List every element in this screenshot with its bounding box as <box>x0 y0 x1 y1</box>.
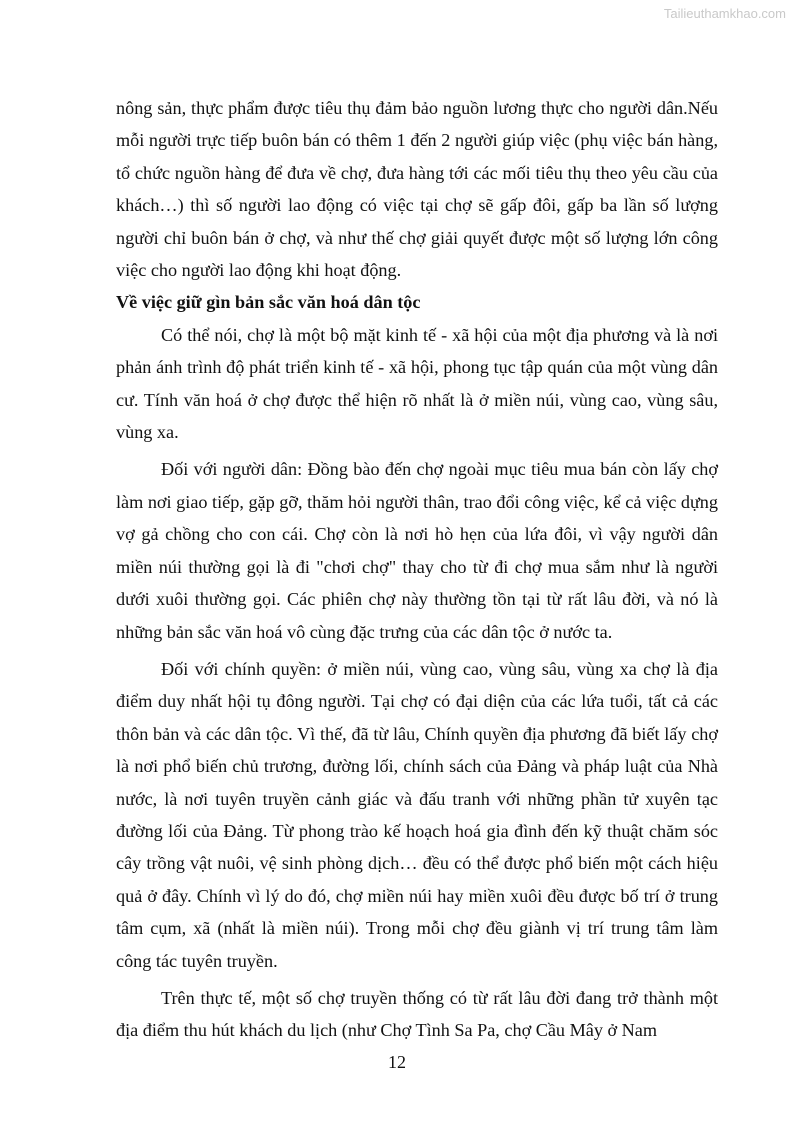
paragraph-people: Đối với người dân: Đồng bào đến chợ ngoài mục tiêu mua bán còn lấy chợ làm nơi giao tiếp, gặp gỡ, thăm hỏi người thân, trao đổi công việc, kể cả việc dựng vợ gả chồng cho con cái. Chợ còn là nơi hò hẹn của lứa đôi, vì vậy người dân miền núi thường gọi là đi "chơi chợ" thay cho từ đi chợ mua sắm như là người dưới xuôi thường gọi. Các phiên chợ này thường tồn tại từ rất lâu đời, và nó là những bản sắc văn hoá vô cùng đặc trưng của các dân tộc ở nước ta. <box>116 459 718 642</box>
paragraph-government: Đối với chính quyền: ở miền núi, vùng cao, vùng sâu, vùng xa chợ là địa điểm duy nhất hội tụ đông người. Tại chợ có đại diện của các lứa tuổi, tất cả các thôn bản và các dân tộc. Vì thế, đã từ lâu, Chính quyền địa phương đã biết lấy chợ là nơi phổ biến chủ trương, đường lối, chính sách của Đảng và pháp luật của Nhà nước, là nơi tuyên truyền cảnh giác và đấu tranh với những phần tử xuyên tạc đường lối của Đảng. Từ phong trào kế hoạch hoá gia đình đến kỹ thuật chăm sóc cây trồng vật nuôi, vệ sinh phòng dịch… đều có thể được phổ biến một cách hiệu quả ở đây. Chính vì lý do đó, chợ miền núi hay miền xuôi đều được bố trí ở trung tâm cụm, xã (nhất là miền núi). Trong mỗi chợ đều giành vị trí trung tâm làm công tác tuyên truyền. <box>116 658 718 971</box>
paragraph-culture: Có thể nói, chợ là một bộ mặt kinh tế - xã hội của một địa phương và là nơi phản ánh trình độ phát triển kinh tế - xã hội, phong tục tập quán của một vùng dân cư. Tính văn hoá ở chợ được thể hiện rõ nhất là ở miền núi, vùng cao, vùng sâu, vùng xa. <box>116 324 718 443</box>
section-heading: Về việc giữ gìn bản sắc văn hoá dân tộc <box>116 292 421 313</box>
page-number: 12 <box>388 1052 406 1072</box>
document-body <box>116 92 718 1047</box>
watermark: Tailieuthamkhao.com <box>663 6 786 21</box>
paragraph-continuation: nông sản, thực phẩm được tiêu thụ đảm bảo nguồn lương thực cho người dân.Nếu mỗi người trực tiếp buôn bán có thêm 1 đến 2 người giúp việc (phụ việc bán hàng, tổ chức nguồn hàng để đưa về chợ, đưa hàng tới các mối tiêu thụ theo yêu cầu của khách…) thì số người lao động có việc tại chợ sẽ gấp đôi, gấp ba lần số lượng người chỉ buôn bán ở chợ, và như thế chợ giải quyết được một số lượng lớn công việc cho người lao động khi hoạt động. <box>116 98 718 281</box>
paragraph-tourism: Trên thực tế, một số chợ truyền thống có từ rất lâu đời đang trở thành một địa điểm thu hút khách du lịch (như Chợ Tình Sa Pa, chợ Cầu Mây ở Nam <box>116 987 718 1041</box>
